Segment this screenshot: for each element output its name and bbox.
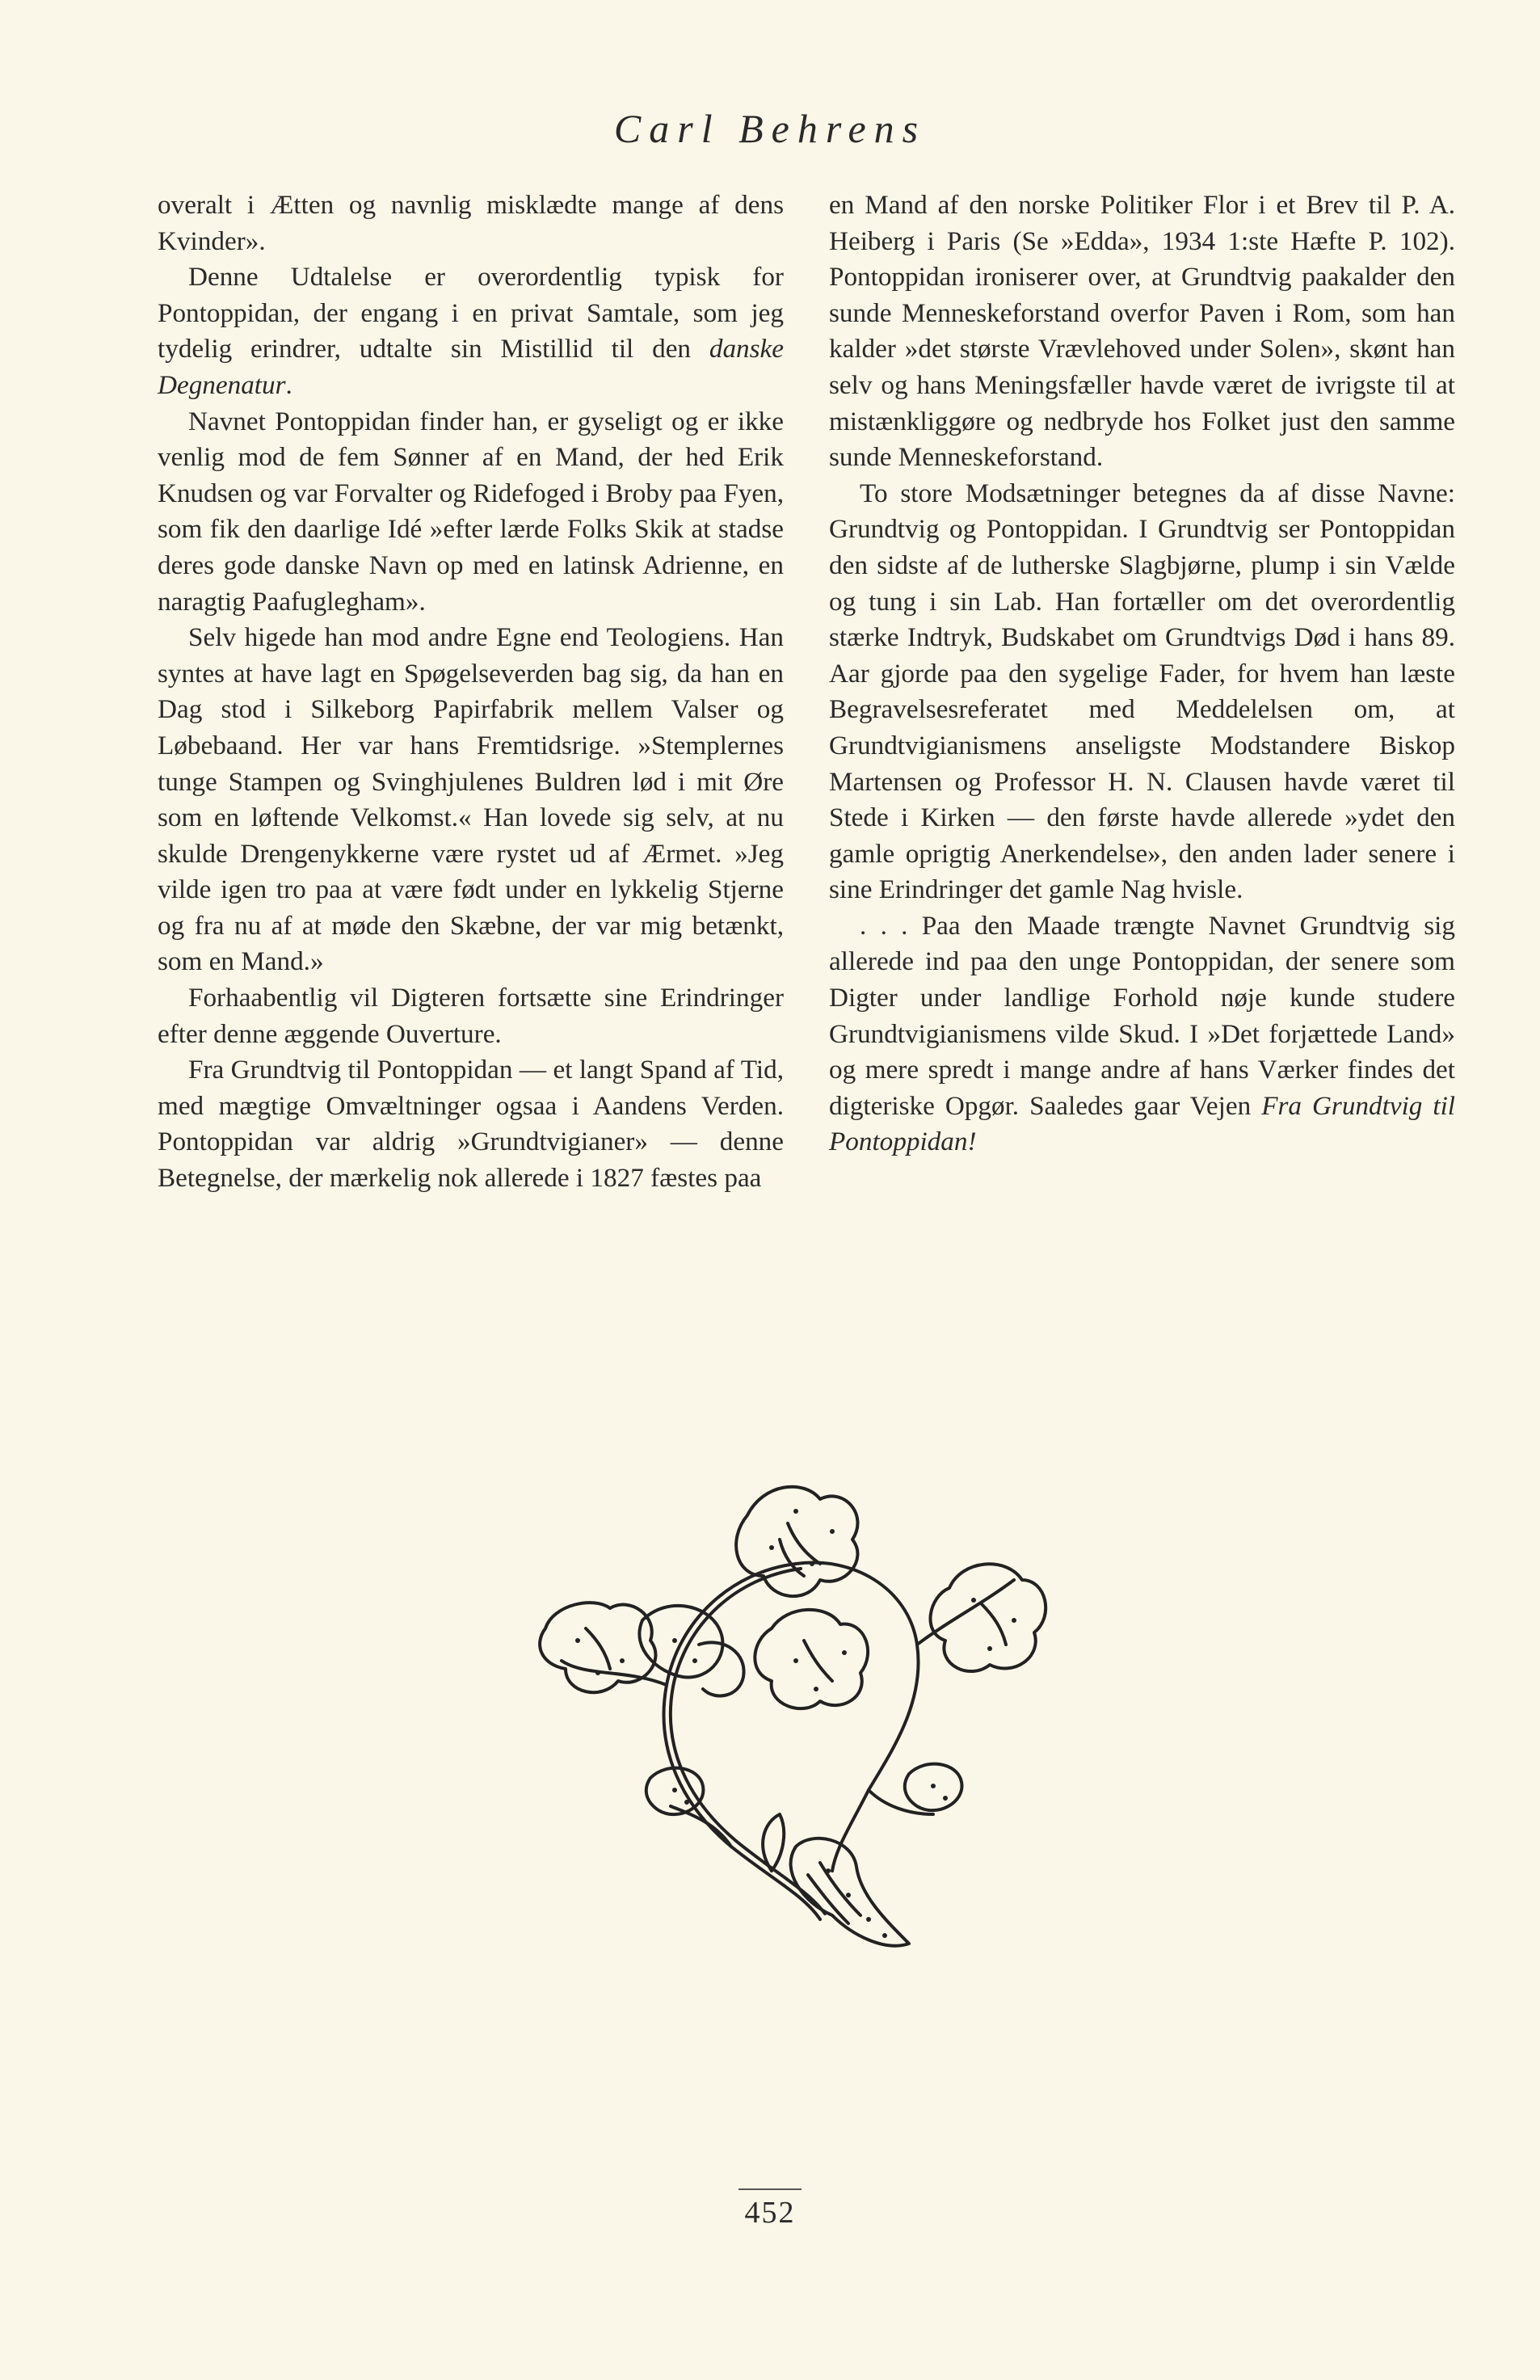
- left-paragraph-6: Fra Grundtvig til Pontoppidan — et langt Spand af Tid, med mægtige Omvæltninger ogsaa i Aandens Verden. Pontoppidan var aldrig »Grundtvigianer» — denne Betegnelse, der mærkelig nok allerede i 1827 fæstes paa: [158, 1055, 784, 1194]
- left-paragraph-4: Selv higede han mod andre Egne end Teologiens. Han syntes at have lagt en Spøgelseverden bag sig, da han en Dag stod i Silkeborg Papirfabrik mellem Valser og Løbebaand. Her var hans Fremtidsrige. »Stemplernes tunge Stampen og Svinghjulenes Buldren lød i mit Øre som en løftende Velkomst.« Han lovede sig selv, at nu skulde Drengenykkerne være rystet ud af Ærmet. »Jeg vilde igen tro paa at være født under en lykkelig Stjerne og fra nu af at møde den Skæbne, der var mig betænkt, som en Mand.»: [158, 622, 784, 977]
- right-paragraph-3: [829, 908, 1455, 1161]
- left-paragraph-1: overalt i Ætten og navnlig misklædte mange af dens Kvinder».: [158, 190, 784, 256]
- right-paragraph-3-emphasis: Fra Grundtvig til Pontoppidan!: [829, 1090, 1456, 1157]
- left-paragraph-2-text: Denne Udtalelse er overordentlig typisk for Pontoppidan, der engang i en privat Samtale, som jeg tydelig erindrer, udtalte sin Mistillid til den: [158, 262, 784, 364]
- left-column: [158, 187, 784, 1197]
- left-paragraph-2-end: .: [285, 369, 292, 400]
- page-number-rule: [738, 2188, 802, 2190]
- left-paragraph-3: Navnet Pontoppidan finder han, er gyseligt og er ikke venlig mod de fem Sønner af en Mand, der hed Erik Knudsen og var Forvalter og Ridefoged i Broby paa Fyen, som fik den daarlige Idé »efter lærde Folks Skik at stadse deres gode danske Navn op med en latinsk Adrienne, en naragtig Paafuglegham».: [158, 406, 784, 617]
- floral-vignette-icon: [529, 1467, 1054, 1968]
- right-paragraph-3-text: . . . Paa den Maade trængte Navnet Grundtvig sig allerede ind paa den unge Pontoppidan, der senere som Digter under landlige Forhold nøje kunde studere Grundtvigianismens vilde Skud. I »Det forjættede Land» og mere spredt i mange andre af hans Værker findes det digteriske Opgør. Saaledes gaar Vejen: [829, 910, 1455, 1121]
- running-head: Carl Behrens: [613, 106, 927, 151]
- left-paragraph-2: [158, 259, 784, 403]
- page-number: [0, 2188, 1540, 2230]
- left-paragraph-2-emphasis: danske Degnenatur: [158, 334, 785, 400]
- right-paragraph-1: en Mand af den norske Politiker Flor i et Brev til P. A. Heiberg i Paris (Se »Edda», 1934 1:ste Hæfte P. 102). Pontoppidan ironiserer over, at Grundtvig paakalder den sunde Menneskeforstand overfor Paven i Rom, som han kalder »det største Vrævlehoved under Solen», skønt han selv og hans Meningsfæller havde været de ivrigste til at mistænkliggøre og nedbryde hos Folket just den samme sunde Menneskeforstand.: [829, 190, 1455, 473]
- right-column: [829, 187, 1455, 1161]
- left-paragraph-5: Forhaabentlig vil Digteren fortsætte sine Erindringer efter denne æggende Ouverture.: [158, 983, 784, 1049]
- page-number-text: 452: [744, 2196, 796, 2230]
- right-paragraph-2: To store Modsætninger betegnes da af disse Navne: Grundtvig og Pontoppidan. I Grundtvig ser Pontoppidan den sidste af de lutherske Slagbjørne, plump i sin Vælde og tung i sin Lab. Han fortæller om det overordentlig stærke Indtryk, Budskabet om Grundtvigs Død i hans 89. Aar gjorde paa den sygelige Fader, for hvem han læste Begravelsesreferatet med Meddelelsen om, at Grundtvigianismens anseligste Modstandere Biskop Martensen og Professor H. N. Clausen havde været til Stede i Kirken — den første havde allerede »ydet den gamle oprigtig Anerkendelse», den anden lader senere i sine Erindringer det gamle Nag hvisle.: [829, 478, 1455, 905]
